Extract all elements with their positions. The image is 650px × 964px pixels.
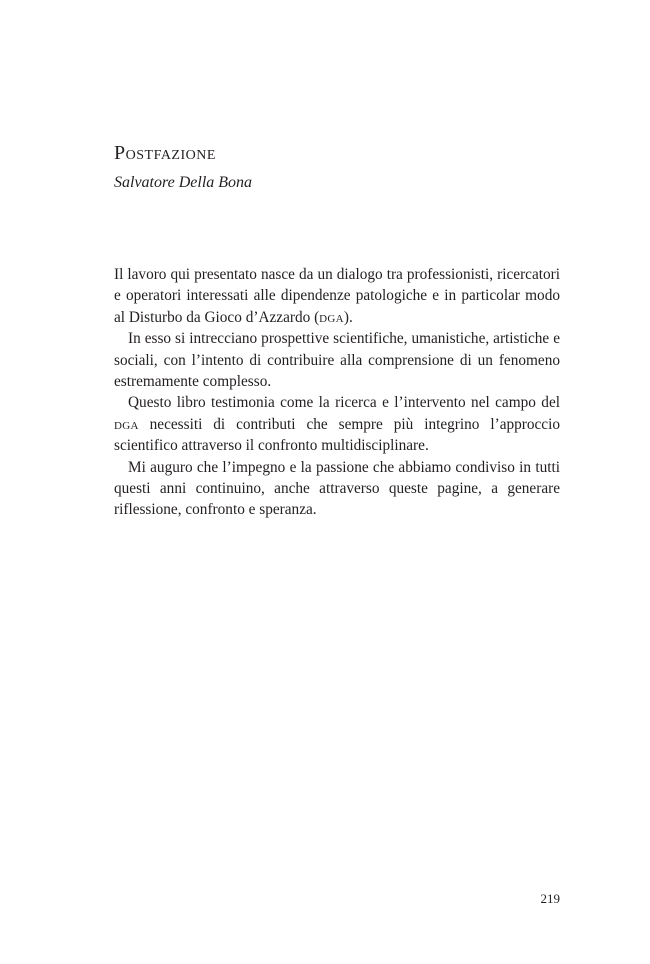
paragraph-3 [114,392,560,456]
paragraph-1 [114,264,560,328]
body-text [114,264,560,521]
chapter-title: Postfazione [114,142,216,164]
paragraph-text: ). [343,308,353,326]
paragraph-text: Il lavoro qui presentato nasce da un dialogo tra professionisti, ricercatori e operatori interessati alle dipendenze patologiche e in particolar modo al Disturbo da Gioco d’Azzardo ( [114,266,560,326]
chapter-author: Salvatore Della Bona [114,174,253,191]
page-number: 219 [540,891,560,906]
abbreviation: dga [319,308,344,326]
paragraph-text: necessiti di contributi che sempre più integrino l’approccio scientifico attraverso il confronto multidisciplinare. [114,415,560,455]
paragraph-text: Mi auguro che l’impegno e la passione che abbiamo condiviso in tutti questi anni continuino, anche attraverso queste pagine, a generare riflessione, confronto e speranza. [114,458,560,519]
paragraph-2 [114,328,560,392]
paragraph-4 [114,457,560,521]
paragraph-text: Questo libro testimonia come la ricerca e l’intervento nel campo del [128,394,560,412]
paragraph-text: In esso si intrecciano prospettive scientifiche, umanistiche, artistiche e sociali, con l’intento di contribuire alla comprensione di un fenomeno estremamente complesso. [114,330,560,391]
abbreviation: dga [114,415,139,433]
